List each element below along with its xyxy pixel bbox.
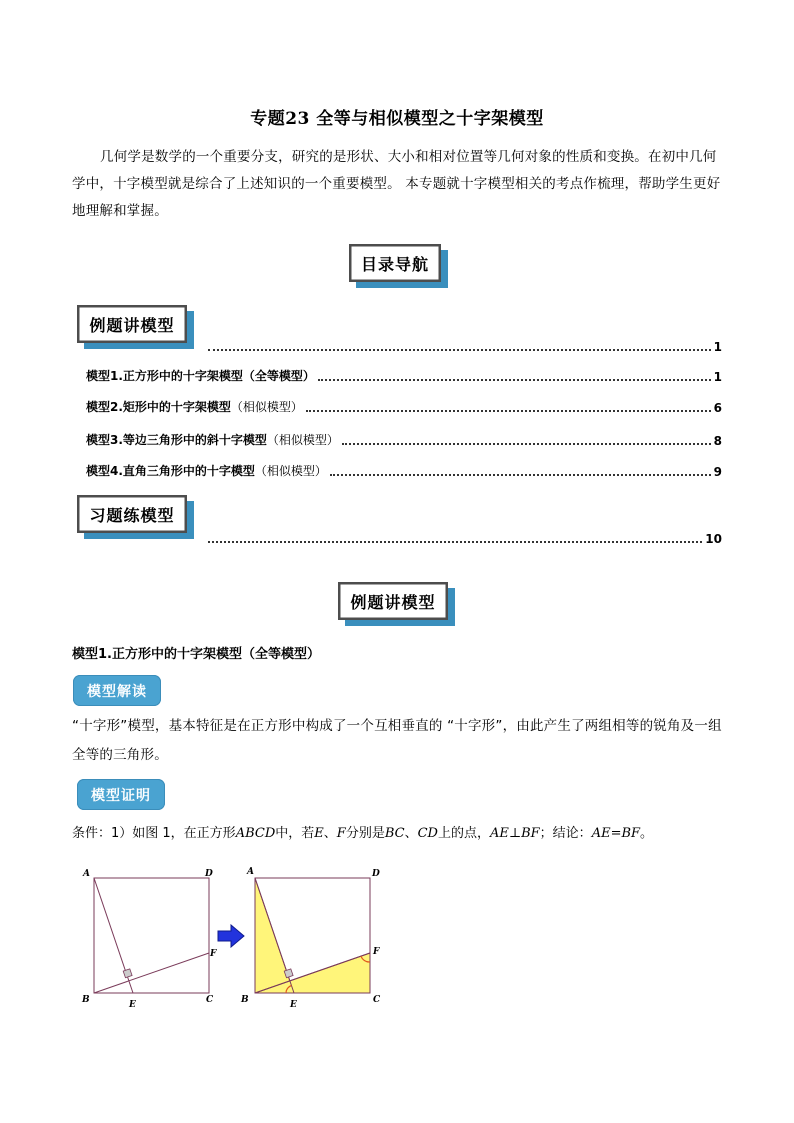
toc-examples-heading bbox=[77, 305, 187, 343]
label-b: B bbox=[241, 995, 249, 1005]
label-b: B bbox=[82, 995, 90, 1005]
toc-page-number: 6 bbox=[713, 401, 722, 415]
toc-examples-label: 例题讲模型 bbox=[89, 315, 175, 335]
toc-leader bbox=[330, 474, 711, 476]
toc-leader bbox=[208, 541, 702, 543]
toc-row-examples[interactable] bbox=[205, 340, 722, 354]
label-f: F bbox=[373, 947, 380, 957]
model1-heading: 模型1.正方形中的十字架模型（全等模型） bbox=[72, 647, 320, 662]
label-e: E bbox=[290, 1000, 297, 1010]
examples-section-heading bbox=[338, 582, 448, 620]
segment-bf bbox=[94, 953, 209, 993]
model-interpret-pill: 模型解读 bbox=[73, 675, 161, 706]
toc-page-number: 9 bbox=[713, 465, 722, 479]
model-proof-pill: 模型证明 bbox=[77, 779, 165, 810]
toc-item-label: 模型3.等边三角形中的斜十字模型（相似模型） bbox=[86, 433, 339, 447]
figure-left-square bbox=[78, 862, 223, 1012]
examples-section-label: 例题讲模型 bbox=[350, 592, 436, 612]
toc-item-label: 模型4.直角三角形中的十字模型（相似模型） bbox=[86, 464, 327, 478]
label-e: E bbox=[129, 1000, 136, 1010]
toc-row-model-1[interactable] bbox=[86, 367, 722, 384]
label-d: D bbox=[372, 869, 380, 879]
toc-page-number: 8 bbox=[713, 434, 722, 448]
label-c: C bbox=[206, 995, 214, 1005]
square-outline bbox=[94, 878, 209, 993]
toc-heading bbox=[349, 244, 441, 282]
label-d: D bbox=[205, 869, 213, 879]
toc-row-model-4[interactable] bbox=[86, 462, 722, 479]
label-a: A bbox=[83, 869, 90, 879]
toc-row-model-2[interactable] bbox=[86, 398, 722, 415]
toc-page-number: 10 bbox=[705, 532, 722, 546]
toc-row-model-3[interactable] bbox=[86, 431, 722, 448]
figure-right-square bbox=[239, 862, 389, 1012]
toc-exercises-label: 习题练模型 bbox=[89, 505, 175, 525]
intro-paragraph: 几何学是数学的一个重要分支，研究的是形状、大小和相对位置等几何对象的性质和变换。在初中几何学中，十字模型就是综合了上述知识的一个重要模型。 本专题就十字模型相关的考点作梳理，帮助学生更好地理解和掌握。 bbox=[72, 149, 721, 219]
toc-page-number: 1 bbox=[713, 370, 722, 384]
toc-leader bbox=[318, 379, 711, 381]
condition-text: 条件：1）如图 1，在正方形ABCD中，若E、F分别是BC、CD上的点，AE⊥BF；结论：AE=BF。 bbox=[72, 826, 654, 841]
toc-page-number: 1 bbox=[713, 340, 722, 354]
toc-leader bbox=[342, 443, 711, 445]
toc-exercises-heading bbox=[77, 495, 187, 533]
toc-leader bbox=[208, 349, 711, 351]
model-interpret-text: “十字形”模型，基本特征是在正方形中构成了一个互相垂直的 “十字形”，由此产生了两组相等的锐角及一组全等的三角形。 bbox=[72, 718, 722, 763]
label-c: C bbox=[373, 995, 381, 1005]
toc-row-exercises[interactable] bbox=[205, 532, 722, 546]
toc-heading-label: 目录导航 bbox=[360, 254, 429, 274]
label-f: F bbox=[210, 949, 217, 959]
page-title: 专题23 全等与相似模型之十字架模型 bbox=[250, 109, 544, 129]
toc-item-label: 模型2.矩形中的十字架模型（相似模型） bbox=[86, 400, 303, 414]
toc-item-label: 模型1.正方形中的十字架模型（全等模型） bbox=[86, 369, 315, 383]
label-a: A bbox=[247, 867, 254, 877]
right-angle-mark bbox=[123, 969, 132, 978]
toc-leader bbox=[306, 410, 711, 412]
